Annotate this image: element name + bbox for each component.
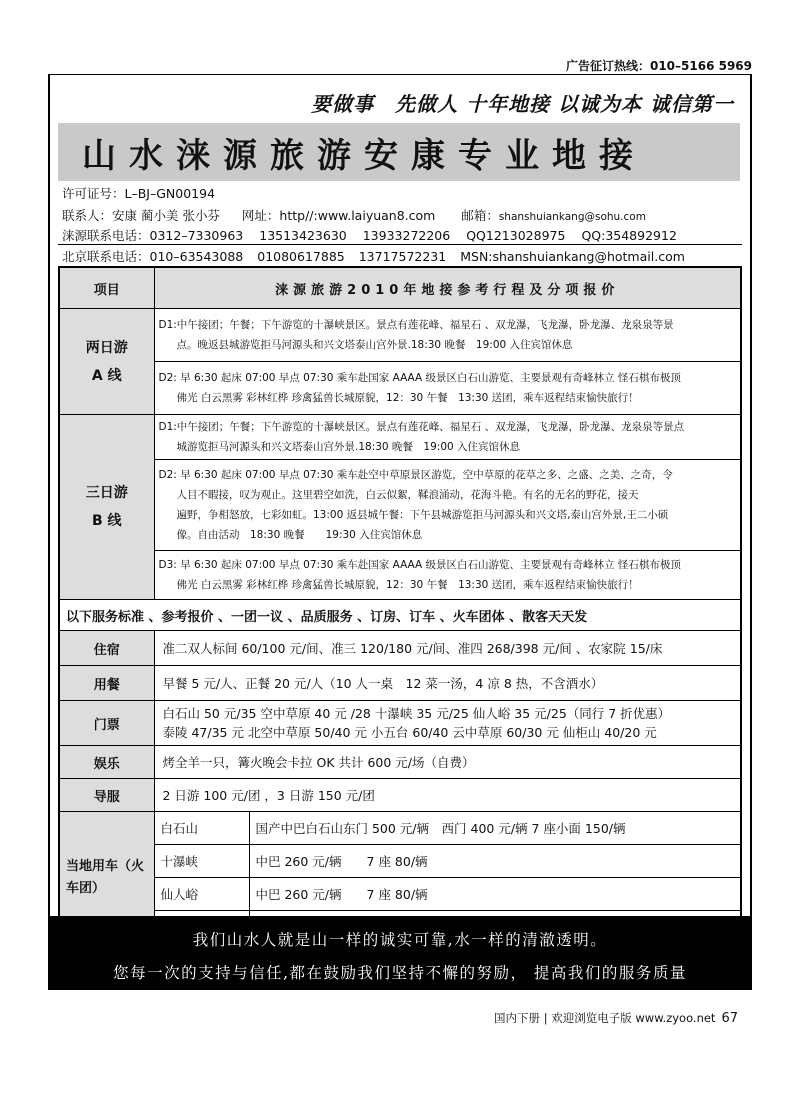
transport-row: [59, 878, 741, 911]
tour-b-d1: [59, 415, 741, 460]
tour-a-name: 两日游 A 线: [59, 309, 154, 415]
qq: QQ:354892912: [581, 228, 677, 243]
tour-a-d2: [59, 362, 741, 415]
services-row: [59, 600, 741, 631]
license-number: 许可证号：L–BJ–GN00194: [62, 186, 216, 201]
beijing-phone-label: 北京联系电话：: [62, 249, 150, 264]
laiyuan-phones: [62, 226, 677, 244]
category-label: 门票: [59, 701, 154, 746]
contact-line: [62, 206, 646, 224]
motto-banner: [48, 916, 752, 990]
table-header: [59, 267, 741, 309]
phone: 010–63543088: [149, 249, 244, 264]
email-label: 邮箱：: [461, 208, 499, 223]
header-project: 项目: [59, 267, 154, 309]
footer-text: 国内下册 | 欢迎浏览电子版 www.zyoo.net: [494, 1011, 716, 1025]
tickets-row: [59, 701, 741, 746]
banner-line: 我们山水人就是山一样的诚实可靠,水一样的清澈透明。: [192, 931, 608, 949]
transport-label: 当地用车（火车团）: [59, 812, 154, 945]
banner-line: 您每一次的支持与信任,都在鼓励我们坚持不懈的努励， 提高我们的服务质量: [113, 964, 687, 982]
divider: [58, 244, 742, 245]
phone: 13717572231: [358, 249, 447, 264]
entertainment-row: [59, 746, 741, 779]
phone: 13933272206: [362, 228, 451, 243]
day-description: D3: 早 6:30 起床 07:00 早点 07:30 乘车赴国家 AAAA 级景区白石山游览、主要景观有奇峰林立 怪石棋布极顶 佛光 白云黑雾 彩林红桦 珍禽猛兽长城原貌，12：30 午餐 13:30 送团，乘车返程结束愉快旅行！: [154, 551, 741, 600]
day-description: D2: 早 6:30 起床 07:00 早点 07:30 乘车赴国家 AAAA 级景区白石山游览、主要景观有奇峰林立 怪石棋布极顶 佛光 白云黑雾 彩林红桦 珍禽猛兽长城原貌，12：30 午餐 13:30 送团，乘车返程结束愉快旅行！: [154, 362, 741, 415]
page-title: 山水涞源旅游安康专业地接: [82, 136, 646, 176]
tickets-value: 白石山 50 元/35 空中草原 40 元 /28 十瀑峡 35 元/25 仙人峪 35 元/25（同行 7 折优惠） 泰陵 47/35 元 北空中草原 50/40 元 小五台 60/40 云中草原 60/30 元 仙柜山 40/20 元: [154, 701, 741, 746]
category-label: 导服: [59, 779, 154, 812]
beijing-phones: [62, 247, 685, 265]
transport-price: 中巴 260 元/辆 7 座 80/辆: [249, 878, 741, 911]
tour-b-name: 三日游 B 线: [59, 415, 154, 600]
qq: QQ1213028975: [466, 228, 566, 243]
tour-a-d1: [59, 309, 741, 362]
entertainment-value: 烤全羊一只，篝火晚会卡拉 OK 共计 600 元/场（自费）: [154, 746, 741, 779]
email[interactable]: shanshuiankang@sohu.com: [498, 211, 646, 223]
header-title: 涞源旅游2010年地接参考行程及分项报价: [154, 267, 741, 309]
transport-row: [59, 812, 741, 845]
phone: 0312–7330963: [149, 228, 244, 243]
footer: [494, 1010, 738, 1026]
page-number: 67: [721, 1011, 738, 1026]
msn: MSN:shanshuiankang@hotmail.com: [460, 249, 685, 264]
tour-b-d3: [59, 551, 741, 600]
slogan: 要做事 先做人 十年地接 以诚为本 诚信第一: [311, 92, 734, 116]
transport-place: 白石山: [154, 812, 249, 845]
contact-persons: 联系人：安康 蔺小美 张小芬: [62, 208, 220, 223]
guide-row: [59, 779, 741, 812]
itinerary-table: [58, 266, 742, 945]
transport-price: 中巴 260 元/辆 7 座 80/辆: [249, 845, 741, 878]
lodging-row: [59, 631, 741, 666]
category-label: 住宿: [59, 631, 154, 666]
guide-value: 2 日游 100 元/团 ，3 日游 150 元/团: [154, 779, 741, 812]
tour-b-d2: [59, 460, 741, 551]
lodging-value: 准二双人标间 60/100 元/间、准三 120/180 元/间、准四 268/398 元/间 、农家院 15/床: [154, 631, 741, 666]
phone: 13513423630: [259, 228, 347, 243]
transport-price: 国产中巴白石山东门 500 元/辆 西门 400 元/辆 7 座小面 150/辆: [249, 812, 741, 845]
category-label: 用餐: [59, 666, 154, 701]
day-description: D2: 早 6:30 起床 07:00 早点 07:30 乘车赴空中草原景区游览，空中草原的花草之多、之盛、之美、之奇，令 人目不暇接，叹为观止。这里碧空如洗，白云似絮，鞣浪涌动，花海斗艳。有名的无名的野花，接天 遍野，争相怒放，七彩如虹。13:00 返县城午餐：下午县城游览拒马河源头和兴文塔,泰山宫外景,王二小硕 像。自由活动 18:30 晚餐 19:30 入住宾馆休息: [154, 460, 741, 551]
meals-value: 早餐 5 元/人、正餐 20 元/人（10 人一桌 12 菜一汤，4 凉 8 热，不含酒水）: [154, 666, 741, 701]
meals-row: [59, 666, 741, 701]
laiyuan-phone-label: 涞源联系电话：: [62, 228, 150, 243]
transport-row: [59, 845, 741, 878]
services-line: 以下服务标准 、参考报价 、一团一议 、品质服务 、订房、订车 、火车团体 、散客天天发: [59, 600, 741, 631]
transport-place: 仙人峪: [154, 878, 249, 911]
phone: 01080617885: [257, 249, 345, 264]
day-description: D1:中午接团；午餐；下午游览的十瀑峡景区。景点有莲花峰、福星石 、双龙瀑，飞龙瀑，卧龙瀑、龙泉泉等景点 城游览拒马河源头和兴文塔泰山宫外景.18:30 晚餐 19:00 入住宾馆休息: [154, 415, 741, 460]
website[interactable]: 网址：http//:www.laiyuan8.com: [241, 208, 436, 223]
transport-place: 十瀑峡: [154, 845, 249, 878]
category-label: 娱乐: [59, 746, 154, 779]
ad-hotline: 广告征订热线：010–5166 5969: [565, 59, 752, 73]
day-description: D1:中午接团；午餐；下午游览的十瀑峡景区。景点有莲花峰、福星石 、双龙瀑，飞龙瀑，卧龙瀑、龙泉泉等景 点。晚返县城游览拒马河源头和兴文塔泰山宫外景.18:30 晚餐 19:00 入住宾馆休息: [154, 309, 741, 362]
